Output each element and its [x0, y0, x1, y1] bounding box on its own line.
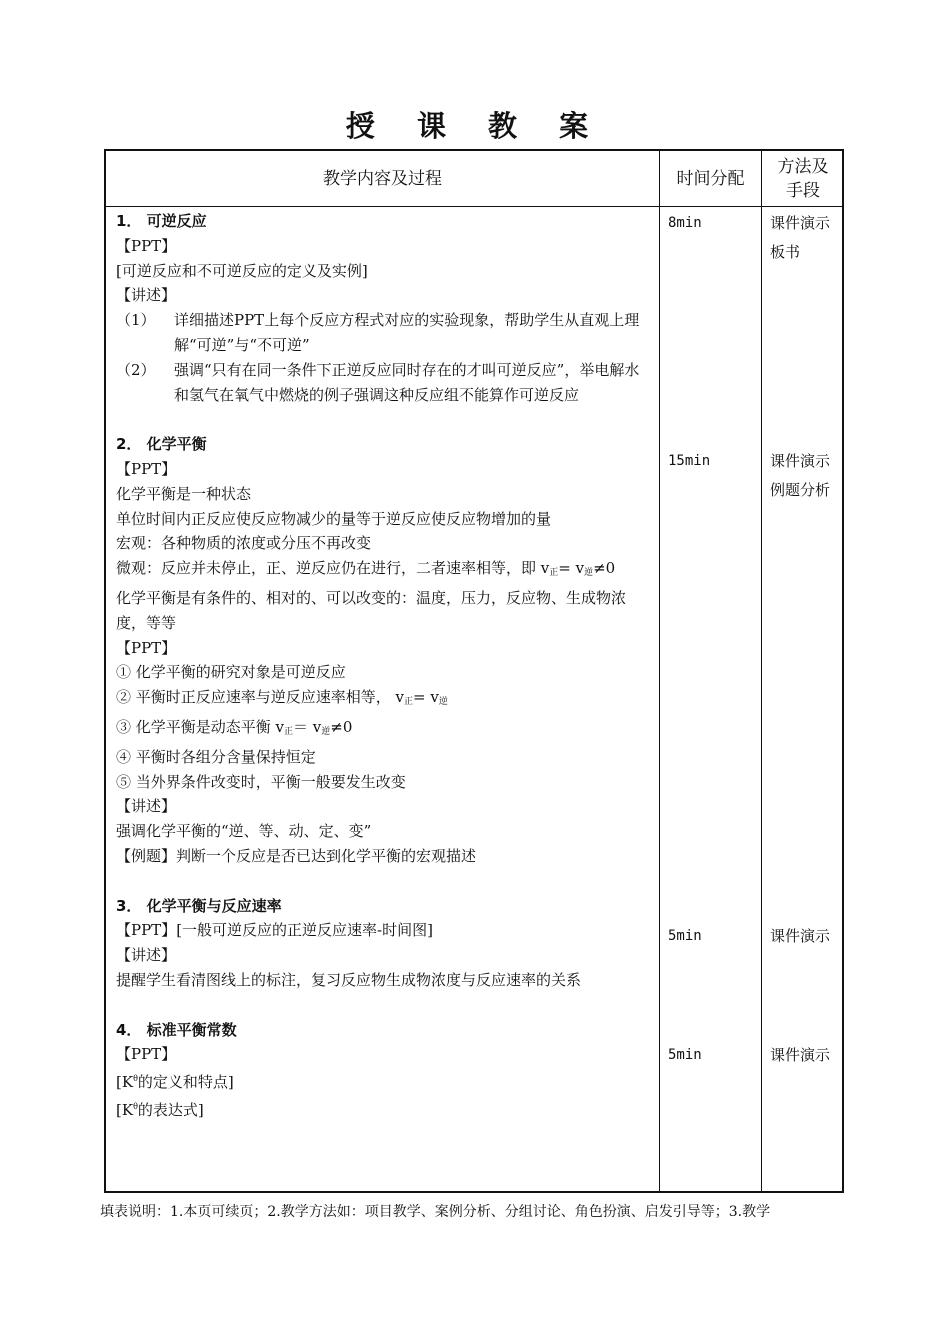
text-line: 提醒学生看清图线上的标注，复习反应物生成物浓度与反应速率的关系	[116, 970, 582, 989]
item-number: （2）	[116, 360, 156, 379]
time-value: 5min	[668, 1047, 702, 1063]
ppt-text: 【PPT】[一般可逆反应的正逆反应速率-时间图]	[116, 921, 433, 940]
header-content: 教学内容及过程	[323, 169, 442, 189]
circled-item: ⑤ 当外界条件改变时，平衡一般要发生改变	[116, 772, 406, 791]
header-method	[762, 151, 844, 207]
example-line: 【例题】判断一个反应是否已达到化学平衡的宏观描述	[116, 846, 477, 865]
list-item	[116, 358, 652, 408]
text-paragraph: 化学平衡是有条件的、相对的、可以改变的：温度，压力，反应物、生成物浓度，等等	[116, 588, 627, 632]
text-line: 微观：反应并未停止，正、逆反应仍在进行，二者速率相等，即 $v_正= v_逆\ne 0$	[116, 559, 616, 579]
time-value: 15min	[668, 453, 711, 469]
header-time: 时间分配	[676, 169, 745, 189]
text-line: 单位时间内正反应使反应物减少的量等于逆反应使反应物增加的量	[116, 509, 552, 528]
tag-lecture: 【讲述】	[116, 286, 177, 305]
method-cell: 课件演示 例题分析	[770, 452, 831, 499]
tag-lecture: 【讲述】	[116, 946, 177, 965]
circled-item: ② 平衡时正反应速率与逆反应速率相等， $v_正= v_逆$	[116, 688, 448, 708]
section-3-title: 3． 化学平衡与反应速率	[116, 896, 282, 915]
header-method-line2: 手段	[786, 181, 820, 201]
circled-item: ① 化学平衡的研究对象是可逆反应	[116, 663, 346, 682]
section-2-title: 2． 化学平衡	[116, 435, 207, 454]
item-number: （1）	[116, 311, 156, 330]
column-divider-2	[761, 151, 762, 1191]
text-line: [$K^\theta$的定义和特点]	[116, 1073, 234, 1092]
circled-item: ③ 化学平衡是动态平衡 $v_正= v_逆\ne 0$	[116, 717, 353, 737]
tag-ppt: 【PPT】	[116, 236, 177, 255]
text-line: [$K^\theta$的表达式]	[116, 1100, 204, 1119]
method-cell: 课件演示	[770, 927, 831, 945]
item-text: 强调“只有在同一条件下正逆反应同时存在的才叫可逆反应”，举电解水和氢气在氧气中燃烧的例子强调这种反应组不能算作可逆反应	[174, 360, 640, 404]
list-item	[116, 308, 652, 358]
text-line: 宏观：各种物质的浓度或分压不再改变	[116, 534, 372, 553]
ppt-text: [可逆反应和不可逆反应的定义及实例]	[116, 261, 368, 280]
content-column	[116, 209, 652, 1123]
column-divider-1	[659, 151, 660, 1191]
circled-item: ④ 平衡时各组分含量保持恒定	[116, 747, 316, 766]
time-value: 5min	[668, 928, 702, 944]
page-title: 授 课 教 案	[345, 109, 605, 143]
time-value: 8min	[668, 215, 702, 231]
method-cell: 课件演示 板书	[770, 214, 831, 261]
lesson-plan-table	[104, 149, 844, 1193]
tag-ppt: 【PPT】	[116, 459, 177, 478]
text-line: 化学平衡是一种状态	[116, 484, 252, 503]
tag-example: 【例题】	[116, 846, 177, 865]
section-4-title: 4． 标准平衡常数	[116, 1020, 237, 1039]
tag-lecture: 【讲述】	[116, 797, 177, 816]
section-1-title: 1． 可逆反应	[116, 212, 207, 230]
text-line: 强调化学平衡的“逆、等、动、定、变”	[116, 822, 372, 841]
method-cell: 课件演示	[770, 1046, 831, 1064]
header-method-line1: 方法及	[777, 157, 829, 177]
item-text: 详细描述PPT上每个反应方程式对应的实验现象，帮助学生从直观上理解“可逆”与“不可逆”	[174, 311, 640, 354]
footnote: 填表说明：1.本页可续页；2.教学方法如：项目教学、案例分析、分组讨论、角色扮演、启发引导等；3.教学	[100, 1204, 771, 1220]
tag-ppt: 【PPT】	[116, 638, 177, 657]
tag-ppt: 【PPT】	[116, 1045, 177, 1064]
